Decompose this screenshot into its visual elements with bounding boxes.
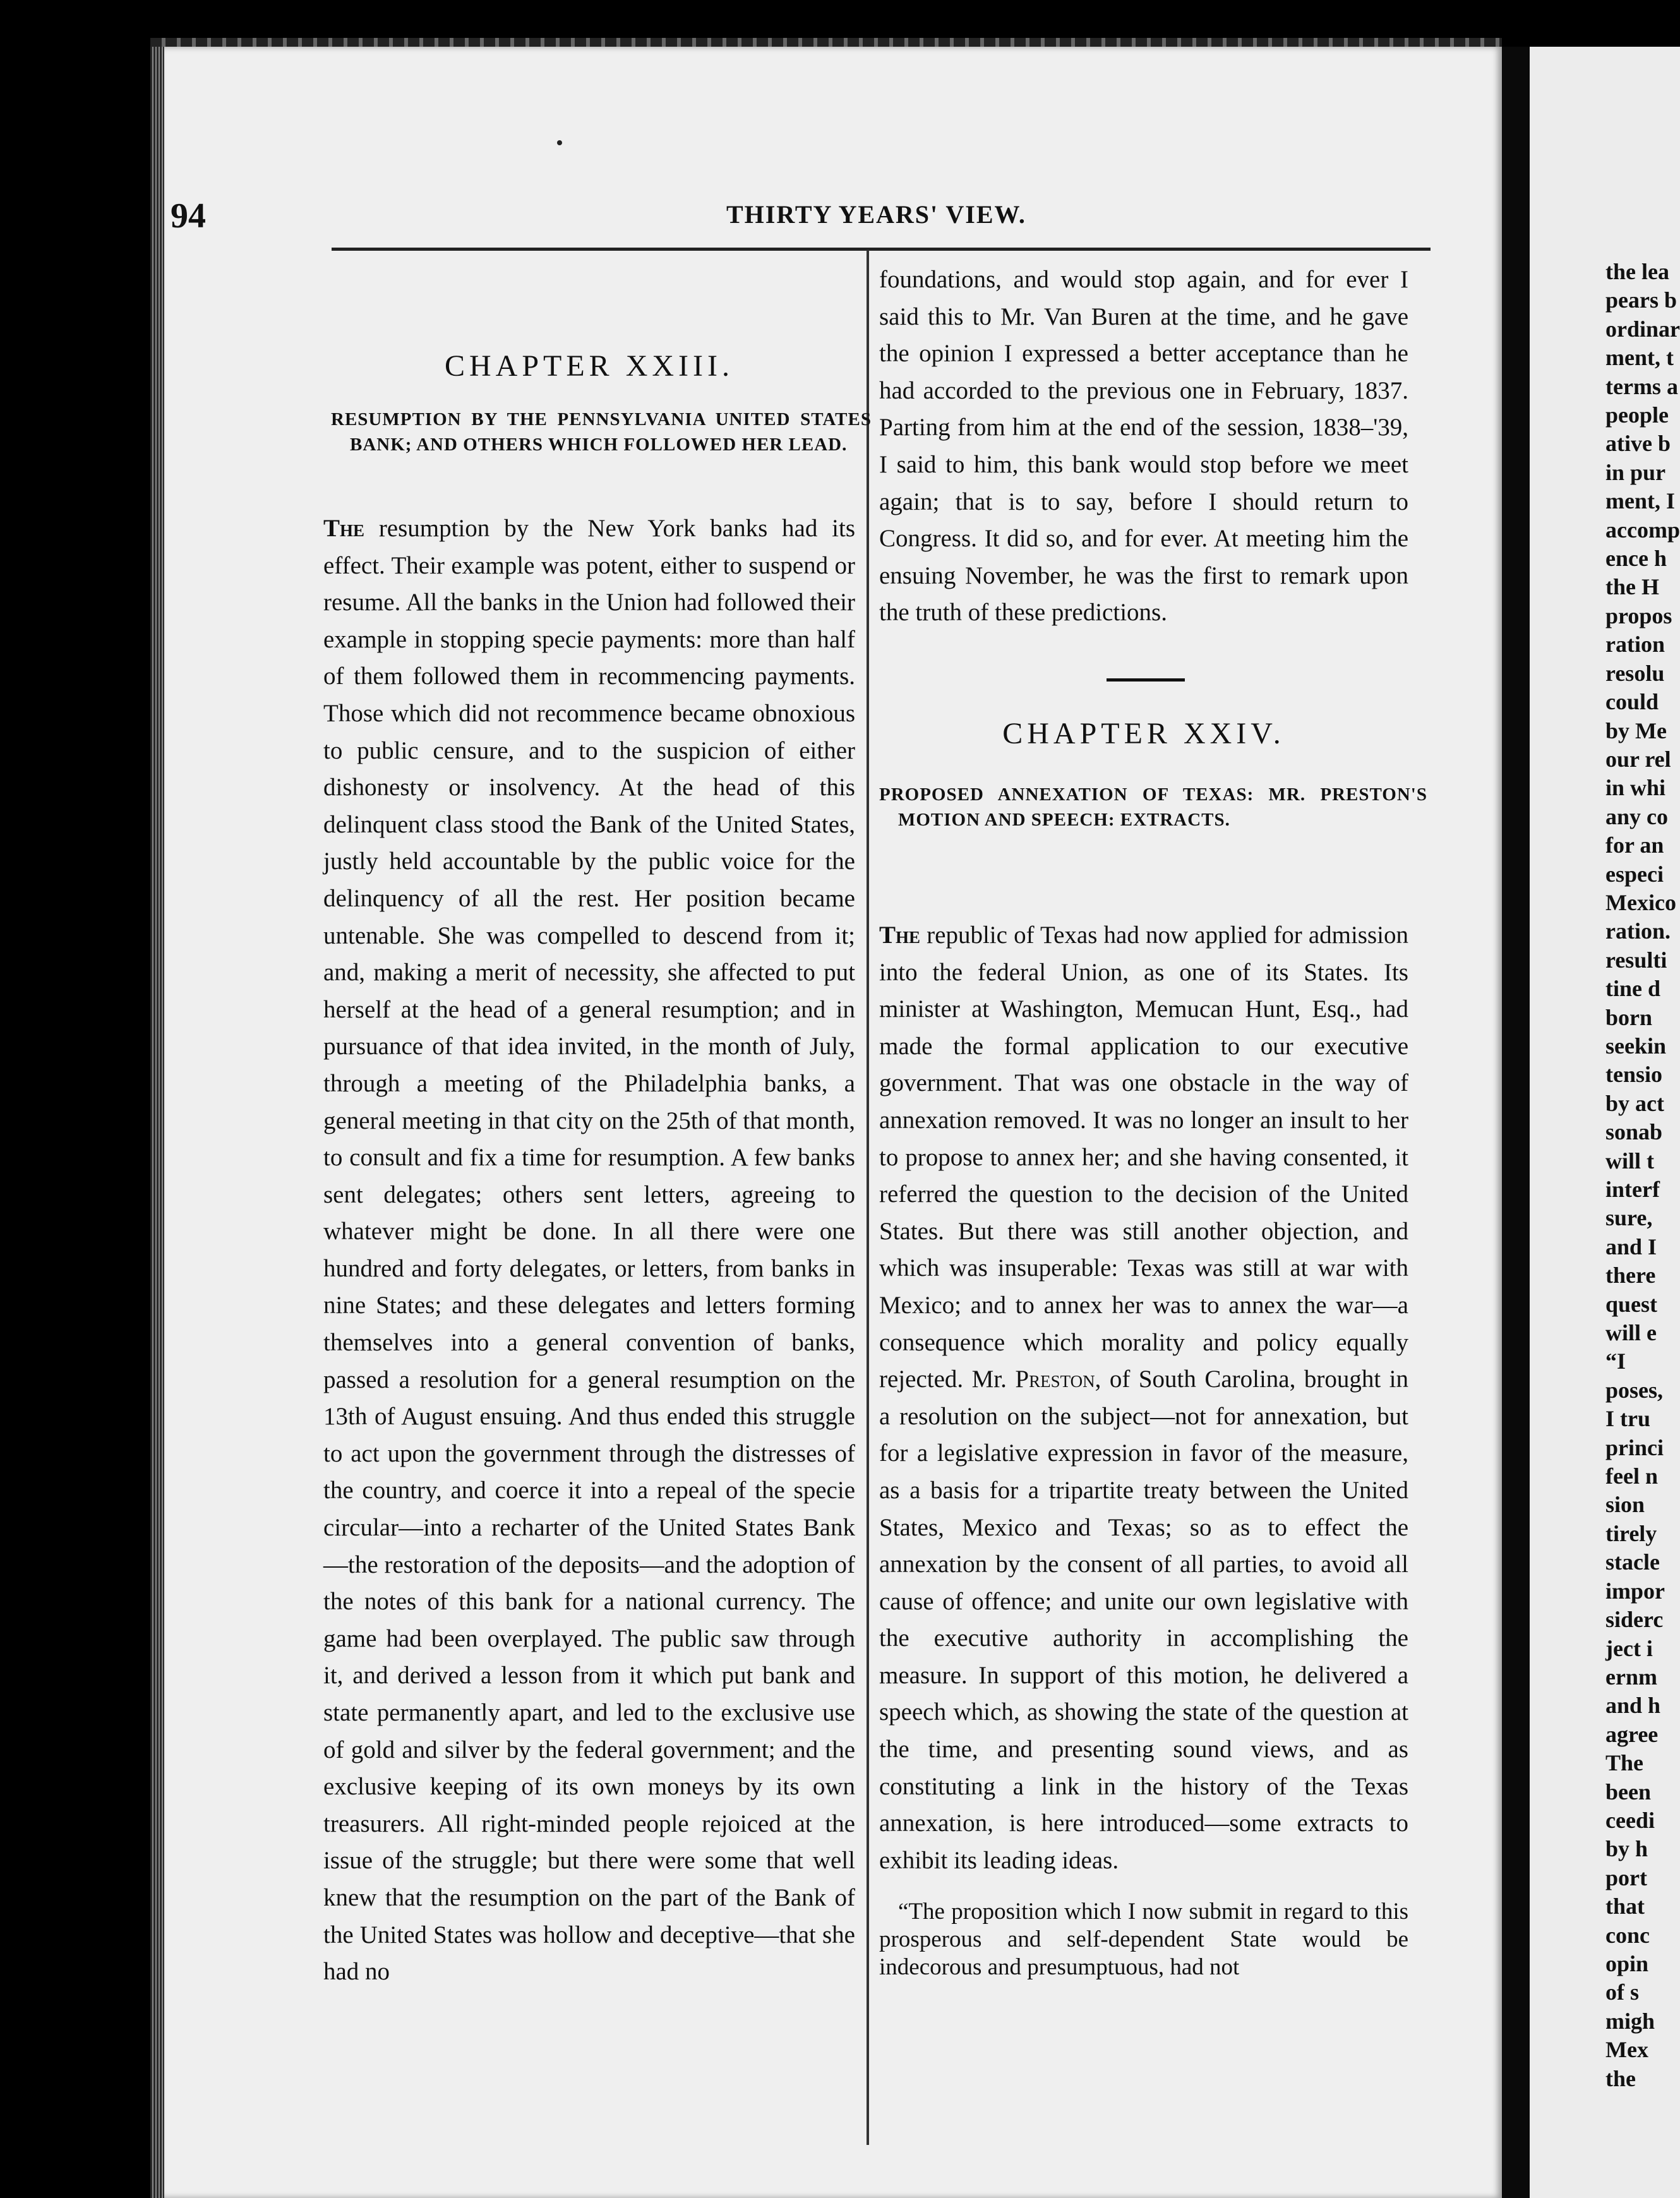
ink-speck bbox=[557, 140, 562, 145]
chapter-24-subtitle: PROPOSED ANNEXATION OF TEXAS: MR. PRESTON'S MOTION AND SPEECH: EXTRACTS. bbox=[879, 784, 1427, 830]
book-page-edges bbox=[150, 47, 164, 2198]
continuation-paragraph: foundations, and would stop again, and for ever I said this to Mr. Van Buren at the time, and he gave the opinion I expressed a better acceptance than he had accorded to the previous one in February, 1837. Parting from him at the end of the session, 1838–'39, I said to him, this bank would stop before we meet again; that is to say, before I should return to Congress. It did so, and for ever. At meeting him the ensuing November, he was the first to remark upon the truth of these predictions. bbox=[879, 266, 1408, 627]
chapter-24-text-a: republic of Texas had now applied for admission into the federal Union, as one of its States. Its minister at Washington, Memucan Hunt, Esq., had made the formal application to our executive government. That was one obstacle in the way of annexation removed. It was no longer an insult to her to propose to annex her; and she having consented, it referred the question to the decision of the United States. But there was still another objection, and which was insuperable: Texas was still at war with Mexico; and to annex her was to annex the war—a consequence which morality and policy equally rejected. Mr. bbox=[879, 922, 1408, 1393]
chapter-24-title: CHAPTER XXIV. bbox=[1002, 717, 1285, 750]
chapter-23-body bbox=[323, 510, 855, 1991]
chapter-24-text-b: , of South Carolina, brought in a resolution on the subject—not for annexation, but for a legislative expression in favor of the measure, as a basis for a tripartite treaty between the United States, Mexico and Texas; so as to effect the annexation by the consent of all parties, to avoid all cause of offence; and unite our own legislative with the executive authority in accomplishing the measure. In support of this motion, he delivered a speech which, as showing the state of the question at the time, and presenting sound views, and as constituting a link in the history of the Texas annexation, is here introduced—some extracts to exhibit its leading ideas. bbox=[879, 1366, 1408, 1874]
running-title: THIRTY YEARS' VIEW. bbox=[726, 200, 1026, 229]
chapter-23-title: CHAPTER XXIII. bbox=[445, 349, 734, 383]
preston-quote: “The proposition which I now submit in regard to this prosperous and self-dependent State would be indecorous and presumptuous, had not bbox=[879, 1899, 1408, 1981]
chapter-24-body bbox=[879, 917, 1408, 1981]
chapter-24-lead-word: The bbox=[879, 922, 921, 949]
chapter-23-subtitle: RESUMPTION BY THE PENNSYLVANIA UNITED STATES BANK; AND OTHERS WHICH FOLLOWED HER LEAD. bbox=[331, 409, 872, 455]
book-top-edge bbox=[150, 38, 1502, 47]
name-preston: Preston bbox=[1015, 1366, 1095, 1393]
header-rule bbox=[332, 248, 1431, 251]
section-break-rule bbox=[1107, 678, 1185, 682]
book-gutter bbox=[1502, 47, 1530, 2198]
chapter-23-text: resumption by the New York banks had its effect. Their example was potent, either to suspend or resume. All the banks in the Union had followed their example in stopping specie payments: more than half of them followed them in recommencing payments. Those which did not recommence became obnoxious to public censure, and to the suspicion of either dishonesty or insolvency. At the head of this delinquent class stood the Bank of the United States, justly held accountable by the public voice for the delinquency of all the rest. Her position became untenable. She was compelled to descend from it; and, making a merit of necessity, she affected to put herself at the head of a general resumption; and in pursuance of that idea invited, in the month of July, through a meeting of the Philadelphia banks, a general meeting in that city on the 25th of that month, to consult and fix a time for resumption. A few banks sent delegates; others sent letters, agreeing to whatever might be done. In all there were one hundred and forty delegates, or letters, from banks in nine States; and these delegates and letters forming themselves into a general convention of banks, passed a resolution for a general resumption on the 13th of August ensuing. And thus ended this struggle to act upon the government through the distresses of the country, and coerce it into a repeal of the specie circular—into a recharter of the United States Bank—the restoration of the deposits—and the adoption of the notes of this bank for a national currency. The game had been overplayed. The public saw through it, and derived a lesson from it which put bank and state permanently apart, and led to the exclusive use of gold and silver by the federal government; and the exclusive keeping of its own moneys by its own treasurers. All right-minded people rejoiced at the issue of the struggle; but there were some that well knew that the resumption on the part of the Bank of the United States was hollow and deceptive—that she had no bbox=[323, 515, 855, 1986]
facing-page-text: the lea pears b ordinar ment, t terms a people ative b in pur ment, I accomp ence h the H propos ration resolu could by Me our rel in whi any co for an especi Mexico ration. resulti tine d born seekin tensio by act sonab will t interf sure, and I there quest will e “I poses, I tru princi feel n sion tirely stacle impor siderc ject i ernm and h agree The been ceedi by h port that conc opin of s migh Mex the bbox=[1605, 259, 1680, 2091]
scan-dark-margin bbox=[0, 0, 150, 2198]
column-divider bbox=[867, 250, 869, 2145]
chapter-23-lead-word: The bbox=[323, 515, 365, 542]
page-number: 94 bbox=[171, 196, 206, 236]
